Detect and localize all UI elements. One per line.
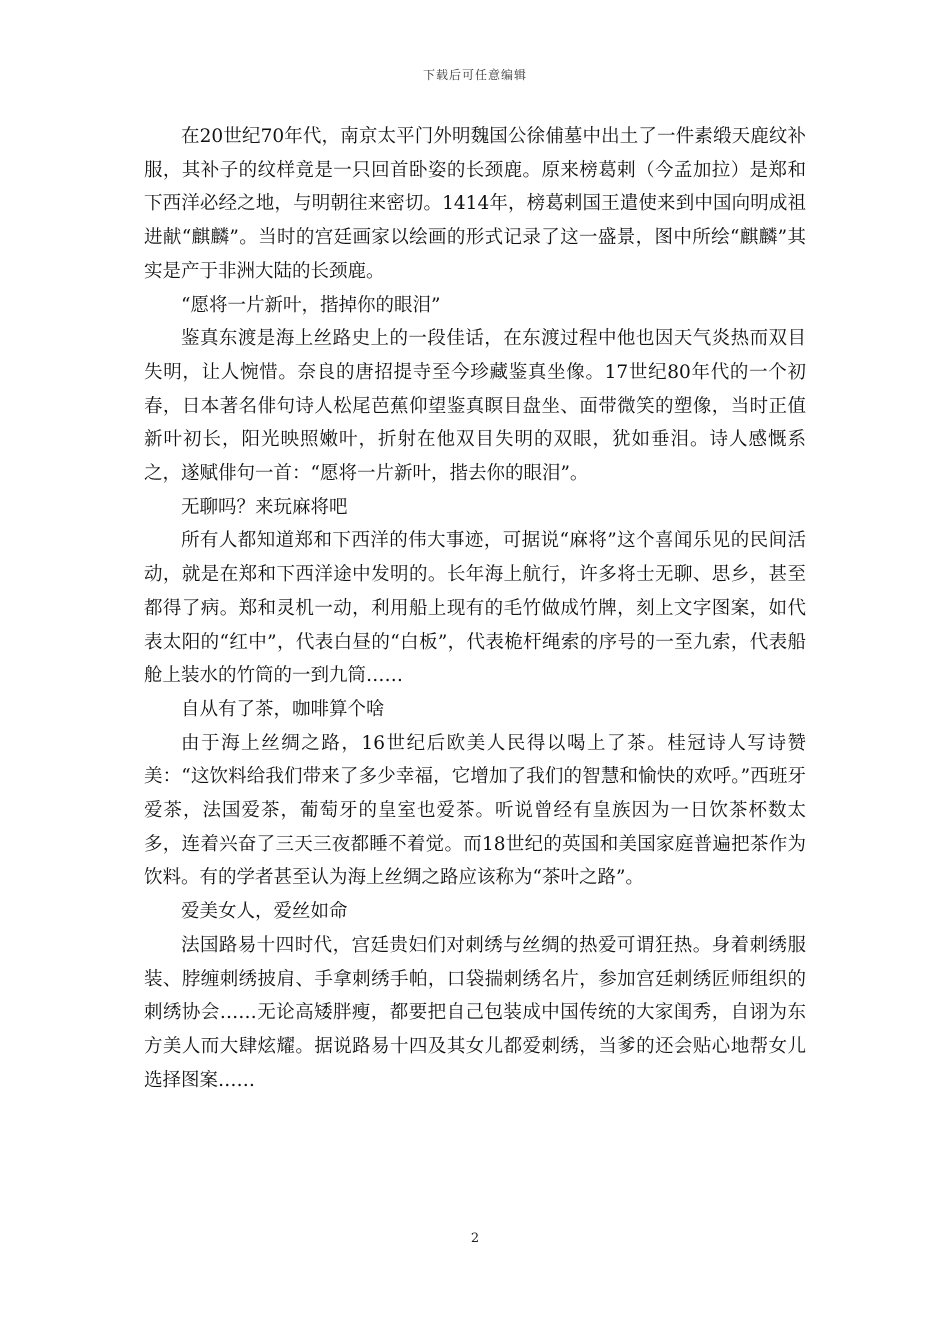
paragraph-jianzhen: 鉴真东渡是海上丝路史上的一段佳话，在东渡过程中他也因天气炎热而双目失明，让人惋惜。奈良的唐招提寺至今珍藏鉴真坐像。17世纪80年代的一个初春，日本著名俳句诗人松尾芭蕉仰望鉴真瞑目盘坐、面带微笑的塑像，当时正值新叶初长，阳光映照嫩叶，折射在他双目失明的双眼，犹如垂泪。诗人感慨系之，遂赋俳句一首：“愿将一片新叶，揩去你的眼泪”。 — [144, 328, 806, 485]
section-heading-new-leaf: “愿将一片新叶，揩掉你的眼泪” — [181, 294, 441, 316]
section-heading-silk: 爱美女人，爱丝如命 — [181, 901, 348, 923]
page-header: 下载后可任意编辑 — [422, 68, 527, 82]
paragraph-giraffe-qilin: 在20世纪70年代，南京太平门外明魏国公徐俌墓中出土了一件素缎天鹿纹补服，其补子的纹样竟是一只回首卧姿的长颈鹿。原来榜葛剌（今孟加拉）是郑和下西洋必经之地，与明朝往来密切。1414年，榜葛剌国王遣使来到中国向明成祖进献“麒麟”。当时的宫廷画家以绘画的形式记录了这一盛景，图中所绘“麒麟”其实是产于非洲大陆的长颈鹿。 — [144, 126, 806, 282]
section-heading-tea: 自从有了茶，咖啡算个啥 — [181, 698, 385, 720]
paragraph-silk: 法国路易十四时代，宫廷贵妇们对刺绣与丝绸的热爱可谓狂热。身着刺绣服装、脖缠刺绣披肩、手拿刺绣手帕，口袋揣刺绣名片，参加宫廷刺绣匠师组织的刺绣协会……无论高矮胖瘦，都要把自己包装成中国传统的大家闺秀，自诩为东方美人而大肆炫耀。据说路易十四及其女儿都爱刺绣，当爹的还会贴心地帮女儿选择图案…… — [144, 934, 806, 1091]
section-heading-mahjong: 无聊吗？来玩麻将吧 — [181, 496, 348, 518]
body-text — [144, 120, 806, 1097]
paragraph-mahjong: 所有人都知道郑和下西洋的伟大事迹，可据说“麻将”这个喜闻乐见的民间活动，就是在郑和下西洋途中发明的。长年海上航行，许多将士无聊、思乡，甚至都得了病。郑和灵机一动，利用船上现有的毛竹做成竹牌，刻上文字图案，如代表太阳的“红中”，代表白昼的“白板”，代表桅杆绳索的序号的一至九索，代表船舱上装水的竹筒的一到九筒…… — [144, 530, 806, 687]
paragraph-tea: 由于海上丝绸之路，16世纪后欧美人民得以喝上了茶。桂冠诗人写诗赞美：“这饮料给我们带来了多少幸福，它增加了我们的智慧和愉快的欢呼。”西班牙爱茶，法国爱茶，葡萄牙的皇室也爱茶。听说曾经有皇族因为一日饮茶杯数太多，连着兴奋了三天三夜都睡不着觉。而18世纪的英国和美国家庭普遍把茶作为饮料。有的学者甚至认为海上丝绸之路应该称为“茶叶之路”。 — [144, 732, 806, 889]
page-number: 2 — [470, 1231, 480, 1246]
